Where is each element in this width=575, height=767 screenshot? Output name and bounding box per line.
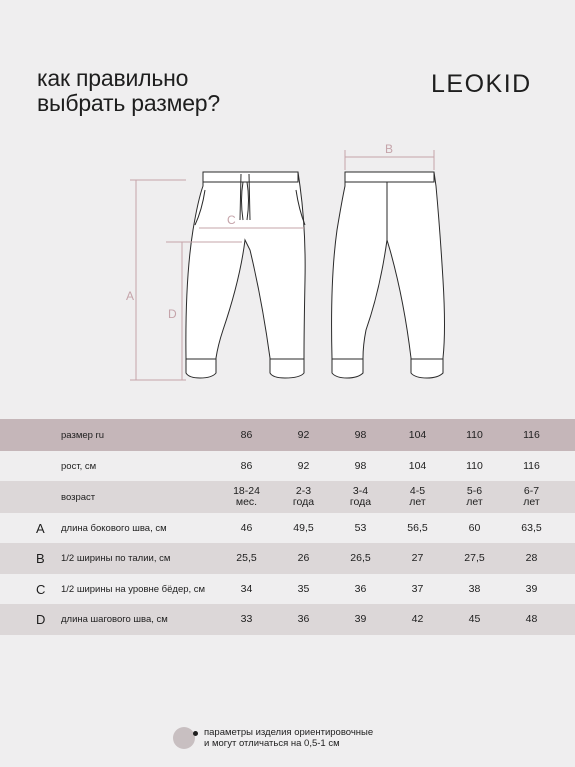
brand-logo: LEOKID: [431, 70, 532, 98]
label-c: C: [227, 213, 236, 227]
note-line-1: параметры изделия ориентировочные: [204, 727, 374, 738]
table-row: размер ru 86 92 98 104 110 116: [0, 419, 575, 451]
label-b: B: [385, 142, 394, 156]
table-row: рост, см 86 92 98 104 110 116: [0, 451, 575, 481]
table-row: A длина бокового шва, см 46 49,5 53 56,5 60 63,5: [0, 513, 575, 543]
table-row: D длина шагового шва, см 33 36 39 42 45 48: [0, 604, 575, 635]
title-line-2: выбрать размер?: [37, 90, 220, 116]
table-row: возраст 18-24 мес. 2-3 года 3-4 года 4-5 лет 5-6 лет 6-7 лет: [0, 481, 575, 513]
pants-measurement-diagram: [0, 130, 575, 400]
info-icon: [173, 727, 195, 749]
page-title: [37, 66, 220, 116]
back-pants-outline: [332, 172, 445, 378]
front-pants-outline: [186, 172, 305, 378]
label-a: A: [126, 289, 135, 303]
label-d: D: [168, 307, 177, 321]
table-row: B 1/2 ширины по талии, см 25,5 26 26,5 27 27,5 28: [0, 543, 575, 574]
disclaimer-note: [173, 727, 373, 749]
note-line-2: и могут отличаться на 0,5-1 см: [204, 738, 340, 749]
title-line-1: как правильно: [37, 65, 189, 91]
size-table: [0, 419, 575, 635]
table-row: C 1/2 ширины на уровне бёдер, см 34 35 36 37 38 39: [0, 574, 575, 604]
